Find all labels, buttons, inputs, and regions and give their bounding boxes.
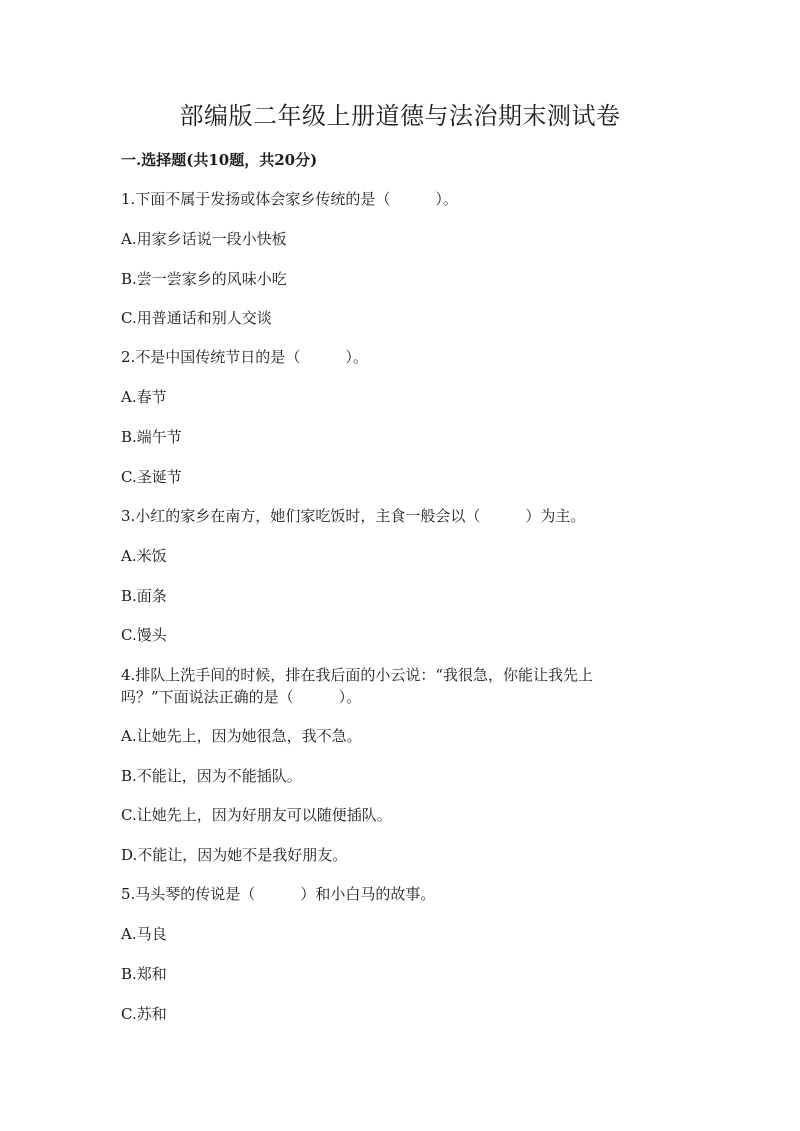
question-4-stem-line-2: 吗？”下面说法正确的是（ ）。	[121, 688, 362, 706]
question-3-option-b: B.面条	[121, 587, 167, 605]
question-3-option-c: C.馒头	[121, 626, 167, 644]
question-1-option-c: C.用普通话和别人交谈	[121, 309, 272, 327]
question-1-option-a: A.用家乡话说一段小快板	[121, 230, 287, 248]
section-heading: 一.选择题(共10题，共20分)	[121, 151, 318, 169]
question-5-stem: 5.马头琴的传说是（ ）和小白马的故事。	[121, 885, 436, 903]
question-5-option-a: A.马良	[121, 925, 167, 943]
question-4-option-a: A.让她先上，因为她很急，我不急。	[121, 727, 362, 745]
question-4-option-b: B.不能让，因为不能插队。	[121, 767, 302, 785]
question-2-option-a: A.春节	[121, 388, 167, 406]
question-3-stem: 3.小红的家乡在南方，她们家吃饭时，主食一般会以（ ）为主。	[121, 507, 586, 525]
question-1-stem: 1.下面不属于发扬或体会家乡传统的是（ ）。	[121, 190, 458, 208]
page-title: 部编版二年级上册道德与法治期末测试卷	[179, 102, 621, 130]
question-4-option-c: C.让她先上，因为好朋友可以随便插队。	[121, 806, 392, 824]
question-1-option-b: B.尝一尝家乡的风味小吃	[121, 270, 287, 288]
question-2-option-c: C.圣诞节	[121, 468, 182, 486]
question-5-option-b: B.郑和	[121, 965, 167, 983]
question-4-stem-line-1: 4.排队上洗手间的时候，排在我后面的小云说：“我很急，你能让我先上	[121, 666, 593, 684]
question-5-option-c: C.苏和	[121, 1005, 167, 1023]
question-4-option-d: D.不能让，因为她不是我好朋友。	[121, 846, 348, 864]
question-2-stem: 2.不是中国传统节日的是（ ）。	[121, 348, 368, 366]
question-2-option-b: B.端午节	[121, 428, 182, 446]
question-3-option-a: A.米饭	[121, 547, 167, 565]
